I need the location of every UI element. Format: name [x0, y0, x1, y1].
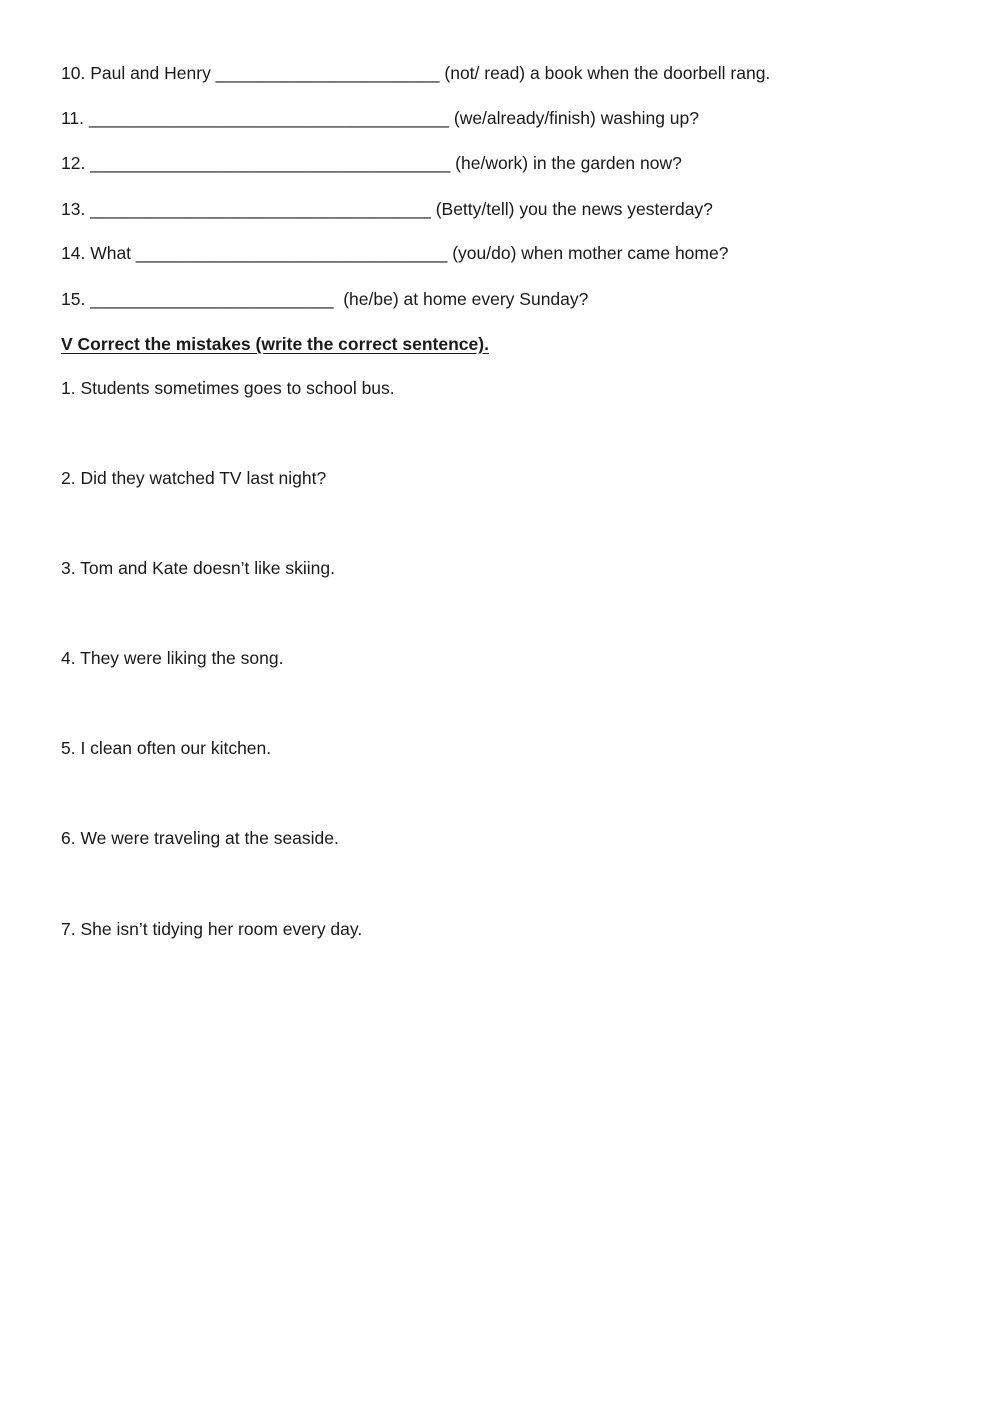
exercise-item-12: 12. _____________________________________ (he/work) in the garden now? — [61, 153, 682, 173]
correction-item-3: 3. Tom and Kate doesn’t like skiing. — [61, 558, 336, 578]
exercise-item-10: 10. Paul and Henry _______________________ (not/ read) a book when the doorbell rang. — [61, 63, 771, 83]
correction-item-2: 2. Did they watched TV last night? — [61, 468, 327, 488]
correction-item-7: 7. She isn’t tidying her room every day. — [61, 919, 363, 939]
correction-item-5: 5. I clean often our kitchen. — [61, 738, 272, 758]
correction-item-4: 4. They were liking the song. — [61, 648, 284, 668]
correction-item-1: 1. Students sometimes goes to school bus. — [61, 378, 395, 398]
section-v-heading: V Correct the mistakes (write the correct sentence). — [61, 334, 489, 354]
exercise-item-15: 15. _________________________ (he/be) at home every Sunday? — [61, 289, 589, 309]
exercise-item-11: 11. _____________________________________ (we/already/finish) washing up? — [61, 108, 699, 128]
correction-item-6: 6. We were traveling at the seaside. — [61, 828, 339, 848]
exercise-item-14: 14. What ________________________________ (you/do) when mother came home? — [61, 243, 729, 263]
exercise-item-13: 13. ___________________________________ (Betty/tell) you the news yesterday? — [61, 199, 713, 219]
